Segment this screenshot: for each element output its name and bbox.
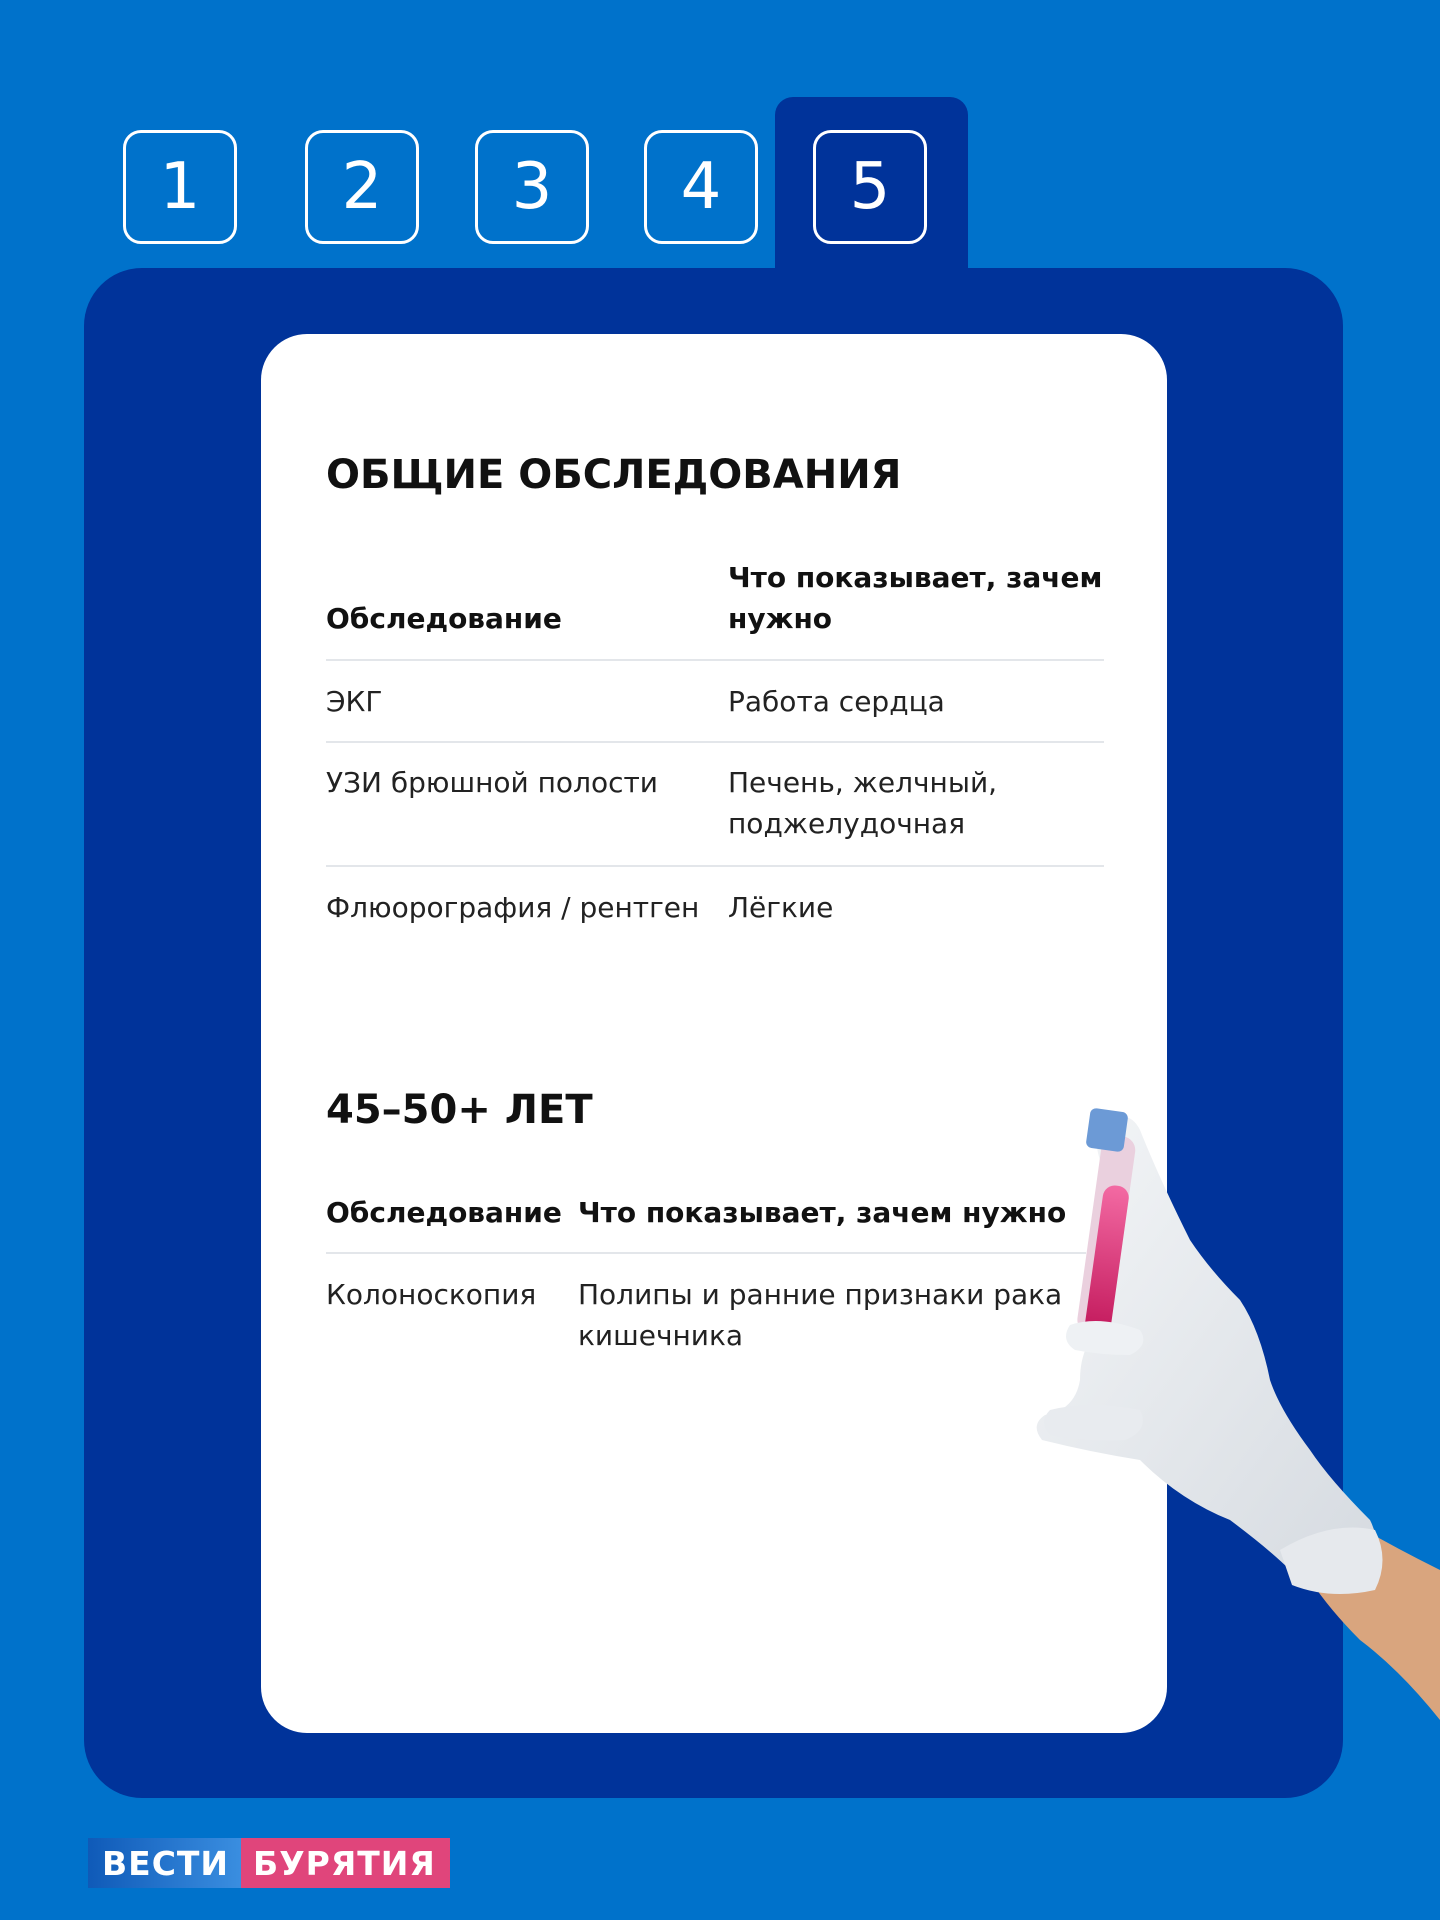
table1-row3-exam: Флюорография / рентген (326, 891, 700, 924)
tab-2[interactable] (305, 130, 419, 244)
tab-5[interactable] (813, 130, 927, 244)
tab-3-label: 3 (511, 150, 553, 224)
table2-row1-purpose-line2: кишечника (578, 1319, 744, 1352)
section-title-general: ОБЩИЕ ОБСЛЕДОВАНИЯ (326, 452, 902, 498)
table1-header-exam: Обследование (326, 602, 562, 635)
table1-row2-purpose-line1: Печень, желчный, (728, 766, 998, 799)
table2-divider (326, 1252, 1086, 1254)
tab-1-label: 1 (159, 150, 201, 224)
vesti-buryatia-logo (88, 1838, 450, 1888)
tab-4[interactable] (644, 130, 758, 244)
table1-header-purpose-line2: нужно (728, 602, 833, 635)
section-title-age: 45–50+ ЛЕТ (326, 1087, 593, 1133)
tab-3[interactable] (475, 130, 589, 244)
table1-row1-purpose: Работа сердца (728, 685, 945, 718)
logo-part-vesti: ВЕСТИ (88, 1838, 241, 1888)
table2-row1-purpose-line1: Полипы и ранние признаки рака (578, 1278, 1063, 1311)
gloved-hand-holding-test-tube-icon (1030, 1080, 1440, 1720)
table1-row2-purpose-line2: поджелудочная (728, 807, 966, 840)
table1-header-purpose-line1: Что показывает, зачем (728, 561, 1103, 594)
tab-4-label: 4 (680, 150, 722, 224)
logo-part-buryatia: БУРЯТИЯ (241, 1838, 450, 1888)
table1-row3-purpose: Лёгкие (728, 891, 834, 924)
table2-header-purpose: Что показывает, зачем нужно (578, 1196, 1067, 1229)
table1-divider (326, 865, 1104, 867)
table1-row2-exam: УЗИ брюшной полости (326, 766, 658, 799)
tab-5-label: 5 (849, 150, 891, 224)
table1-divider (326, 741, 1104, 743)
table1-row1-exam: ЭКГ (326, 685, 383, 718)
tab-1[interactable] (123, 130, 237, 244)
table2-header-exam: Обследование (326, 1196, 562, 1229)
table2-row1-exam: Колоноскопия (326, 1278, 537, 1311)
tab-2-label: 2 (341, 150, 383, 224)
table1-divider (326, 659, 1104, 661)
